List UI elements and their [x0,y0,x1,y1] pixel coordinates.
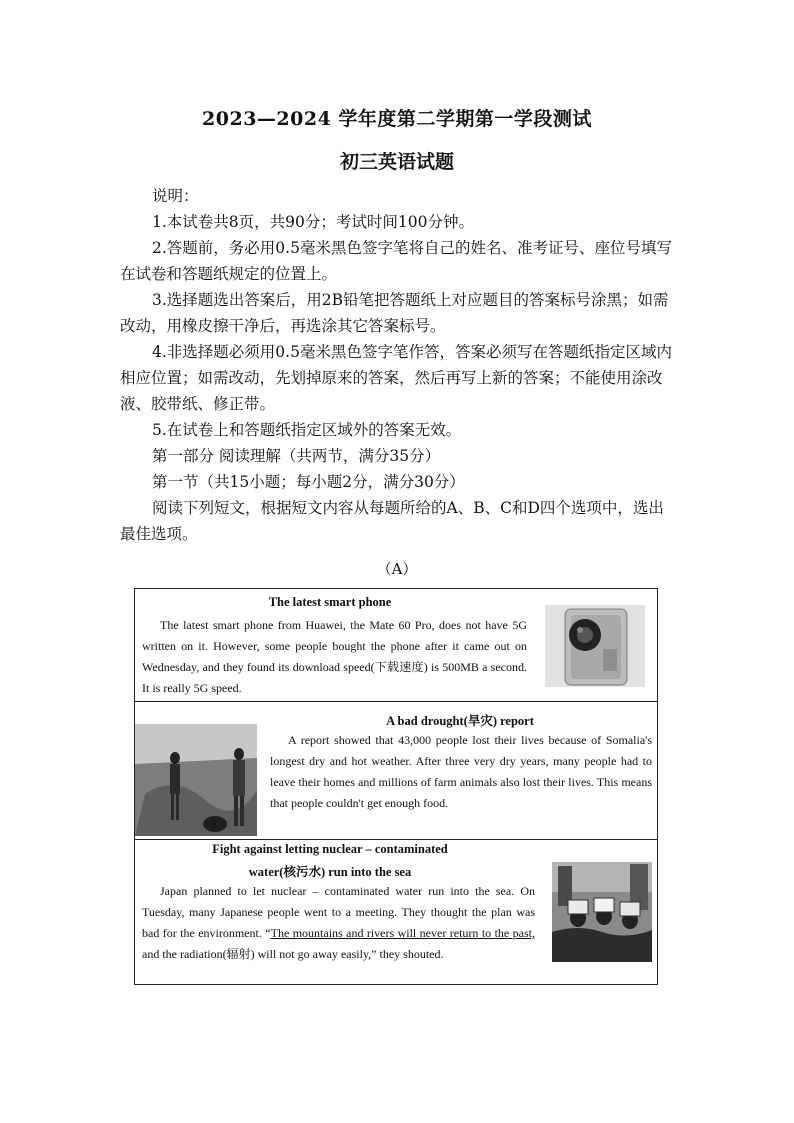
drought-photo [135,724,257,836]
smartphone-photo [545,605,645,687]
reading-directions: 阅读下列短文，根据短文内容从每题所给的A、B、C和D四个选项中，选出最佳选项。 [120,499,664,543]
instruction-item-2: 2.答题前，务必用0.5毫米黑色签字笔将自己的姓名、准考证号、座位号填写在试卷和答题纸规定的位置上。 [120,239,672,283]
nuclear-news-title-line2: water(核污水) run into the sea [248,865,412,879]
phone-news-text: The latest smart phone from Huawei, the Mate 60 Pro, does not have 5G written on it. However, some people bought the phone after it came out on Wednesday, and they found its download speed(下载速度) is 500MB a second. It is really 5G speed. [142,618,527,695]
passage-label: （A） [376,560,418,578]
phone-news-title: The latest smart phone [268,595,392,609]
news-panel-drought [134,701,658,840]
section1-heading: 第一节（共15小题；每小题2分，满分30分） [152,473,465,491]
nuclear-news-title-line1: Fight against letting nuclear – contaminated [212,842,448,856]
instruction-item-4: 4.非选择题必须用0.5毫米黑色签字笔作答，答案必须写在答题纸指定区域内相应位置；如需改动，先划掉原来的答案，然后再写上新的答案；不能使用涂改液、胶带纸、修正带。 [120,343,672,413]
quoted-underlined-text: The mountains and rivers will never return to the past, [270,926,535,940]
instruction-item-3: 3.选择题选出答案后，用2B铅笔把答题纸上对应题目的答案标号涂黑；如需改动，用橡皮擦干净后，再选涂其它答案标号。 [120,291,669,335]
nuclear-news-text: Japan planned to let nuclear – contaminated water run into the sea. On Tuesday, many Japanese people went to a meeting. They thought the plan was bad for the environment. “The mountains and rivers will never return to the past, and the radiation(辐射) will not go away easily,” they shouted. [142,884,535,961]
instruction-item-1: 1.本试卷共8页，共90分；考试时间100分钟。 [152,213,474,231]
news-panel-nuclear [134,839,658,985]
drought-news-title: A bad drought(旱灾) report [386,714,534,728]
instructions-heading: 说明： [152,187,199,205]
exam-subtitle: 初三英语试题 [339,151,454,173]
protest-photo [552,862,652,962]
instructions-block [120,183,676,547]
part1-heading: 第一部分 阅读理解（共两节，满分35分） [152,447,441,465]
news-panel-phone [134,588,658,702]
exam-title: 2023—2024 学年度第二学期第一学段测试 [202,108,592,130]
drought-news-text: A report showed that 43,000 people lost their lives because of Somalia's longest dry and hot weather. After three very dry years, many people had to leave their homes and millions of farm animals also lost their lives. This means that people couldn't get enough food. [270,733,652,810]
instruction-item-5: 5.在试卷上和答题纸指定区域外的答案无效。 [152,421,462,439]
